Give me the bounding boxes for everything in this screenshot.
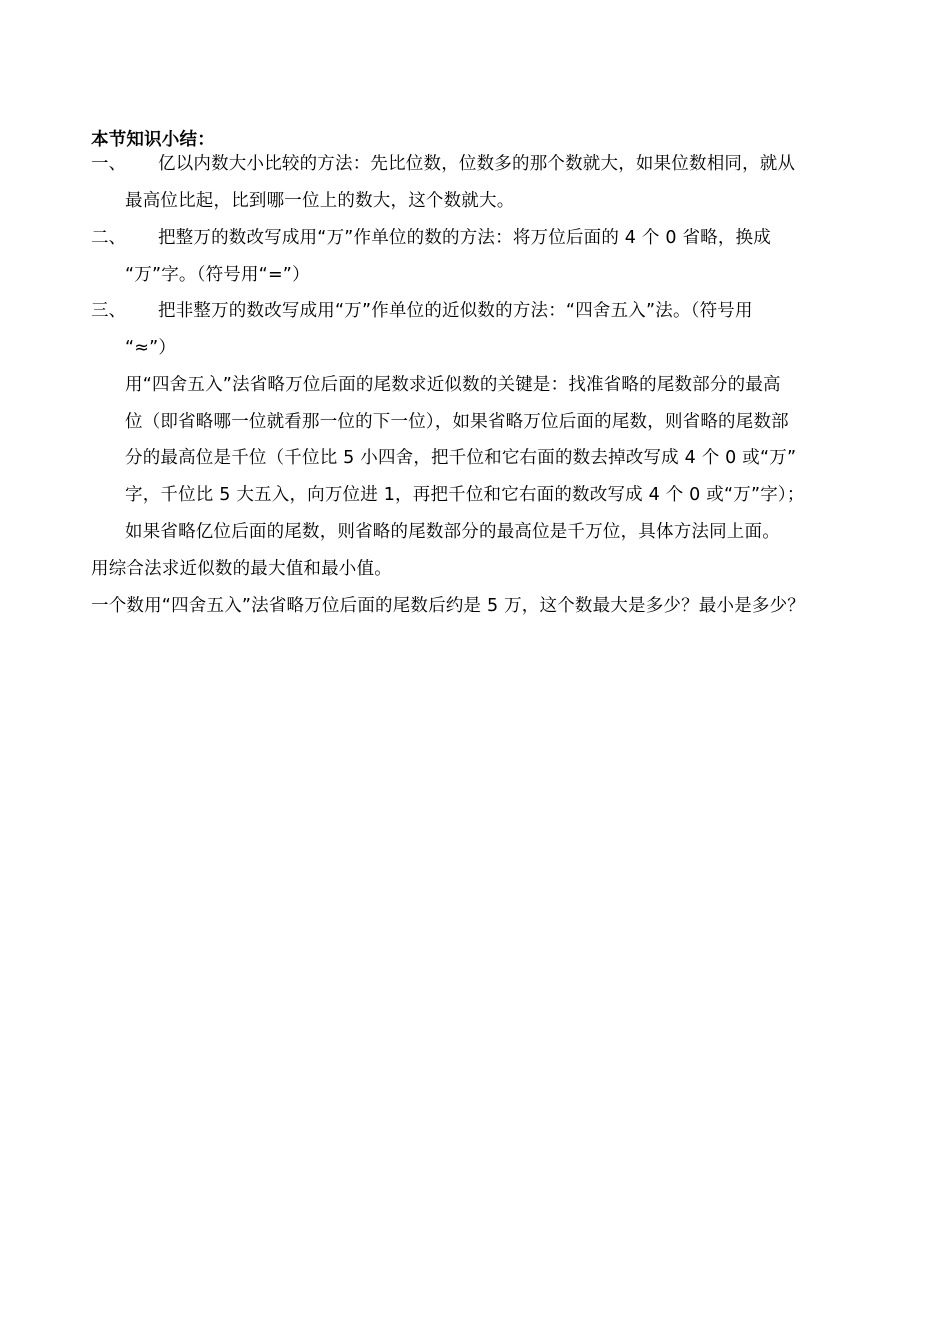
paragraph-line-3: 分的最高位是千位（千位比 5 小四舍，把千位和它右面的数去掉改写成 4 个 0 或“万”: [125, 448, 797, 468]
item-3-line-2: “≈”）: [125, 338, 177, 358]
item-2-marker: 二、: [91, 228, 126, 248]
item-1-marker: 一、: [91, 154, 126, 174]
extra-line-1: 用综合法求近似数的最大值和最小值。: [91, 559, 392, 579]
paragraph-line-5: 如果省略亿位后面的尾数，则省略的尾数部分的最高位是千万位，具体方法同上面。: [125, 522, 780, 542]
item-1-line-1: 亿以内数大小比较的方法：先比位数，位数多的那个数就大，如果位数相同，就从: [158, 154, 796, 174]
paragraph-line-1: 用“四舍五入”法省略万位后面的尾数求近似数的关键是：找准省略的尾数部分的最高: [125, 375, 781, 395]
paragraph-line-2: 位（即省略哪一位就看那一位的下一位），如果省略万位后面的尾数，则省略的尾数部: [125, 412, 789, 432]
section-heading: 本节知识小结：: [91, 130, 215, 150]
item-2-line-2: “万”字。（符号用“=”）: [125, 265, 310, 285]
item-2-line-1: 把整万的数改写成用“万”作单位的数的方法：将万位后面的 4 个 0 省略，换成: [158, 228, 771, 248]
item-3-line-1: 把非整万的数改写成用“万”作单位的近似数的方法：“四舍五入”法。（符号用: [158, 301, 753, 321]
item-3-marker: 三、: [91, 301, 126, 321]
paragraph-line-4: 字，千位比 5 大五入，向万位进 1，再把千位和它右面的数改写成 4 个 0 或“万”字）；: [125, 485, 805, 505]
extra-line-2: 一个数用“四舍五入”法省略万位后面的尾数后约是 5 万，这个数最大是多少？最小是多少？: [91, 596, 805, 616]
item-1-line-2: 最高位比起，比到哪一位上的数大，这个数就大。: [125, 191, 515, 211]
